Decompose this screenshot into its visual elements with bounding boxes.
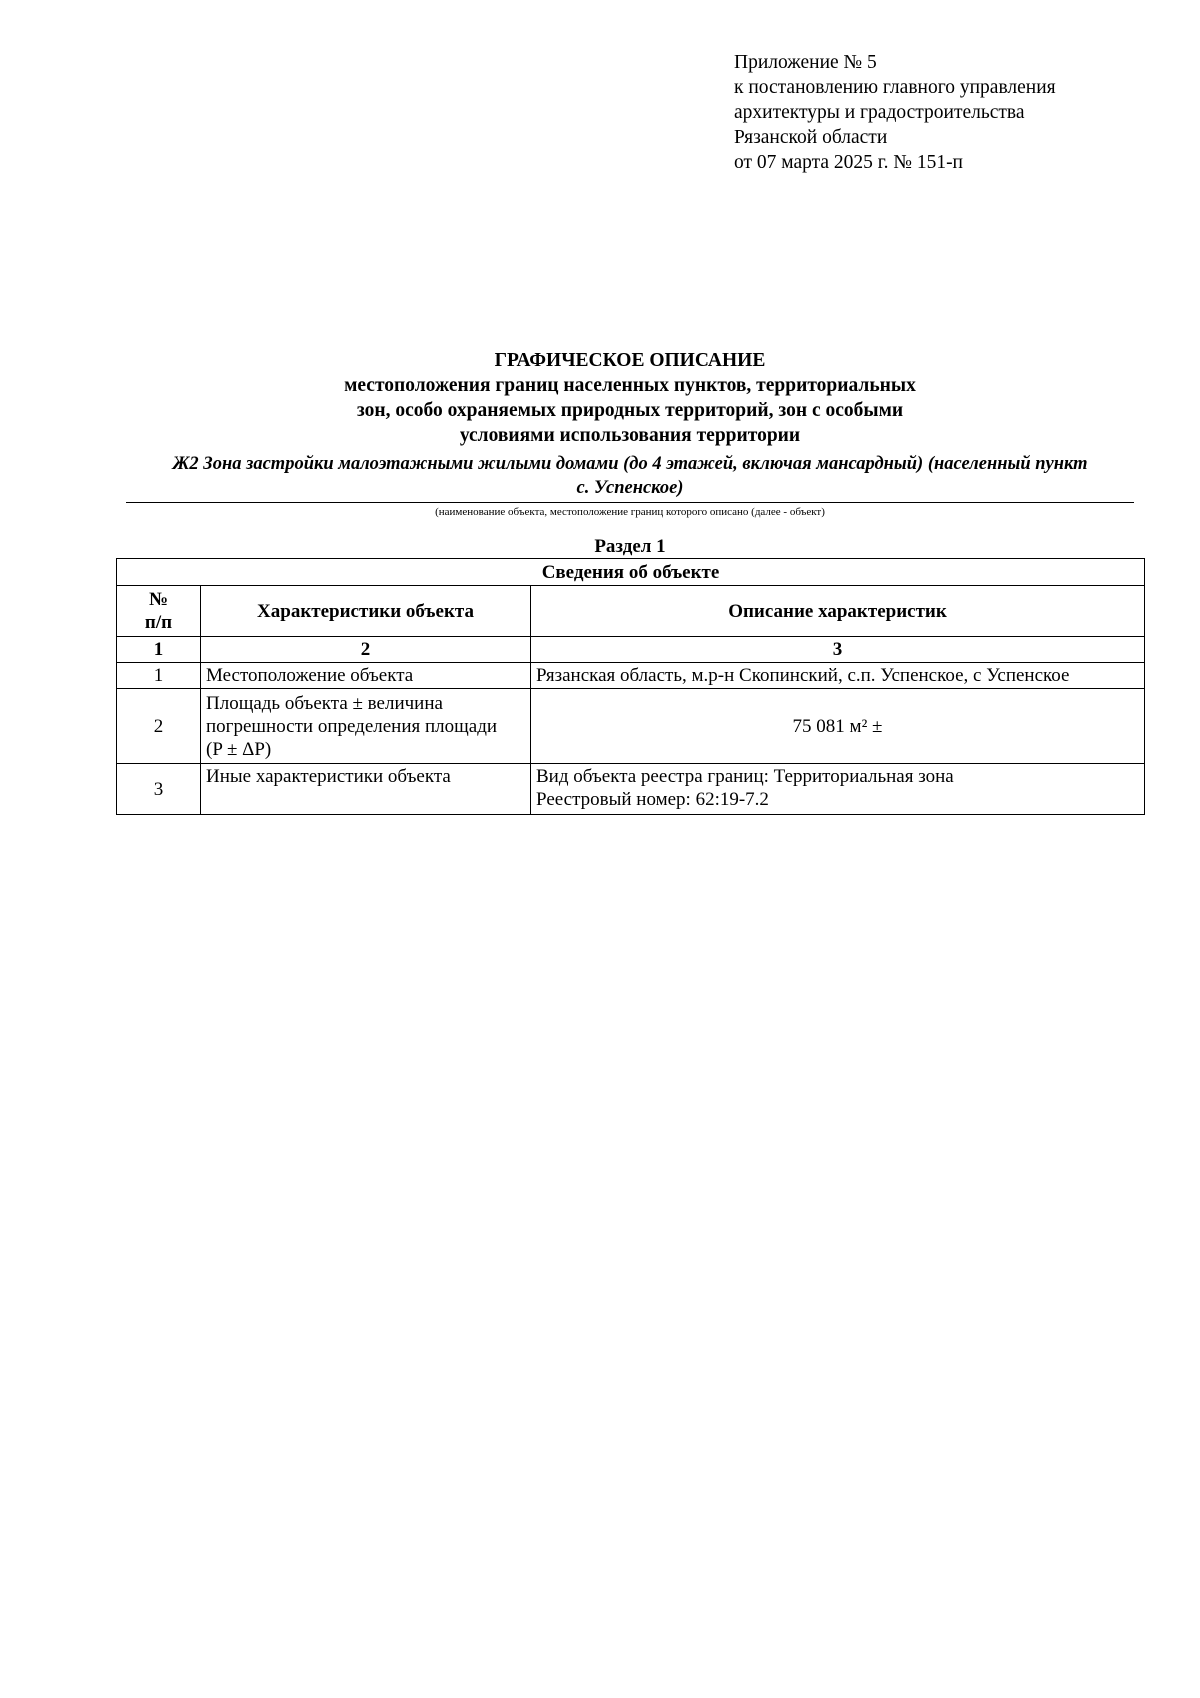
column-number-row — [117, 637, 1145, 663]
header-num — [117, 586, 201, 637]
column-number: 1 — [117, 637, 201, 663]
object-caption: (наименование объекта, местоположение границ которого описано (далее - объект) — [435, 506, 825, 518]
row-num: 1 — [117, 663, 201, 689]
object-name — [126, 452, 1134, 500]
title-heading: ГРАФИЧЕСКОЕ ОПИСАНИЕ — [494, 350, 766, 371]
row-characteristic-line: (P ± ΔP) — [206, 738, 272, 760]
table-row — [117, 663, 1145, 689]
object-info-table — [116, 558, 1145, 815]
row-characteristic: Местоположение объекта — [201, 663, 531, 689]
column-number: 3 — [531, 637, 1145, 663]
row-description-line: Реестровый номер: 62:19-7.2 — [536, 789, 769, 810]
title-line: условиями использования территории — [459, 425, 801, 446]
header-description: Описание характеристик — [531, 586, 1145, 637]
document-title — [120, 348, 1140, 448]
object-name-line: с. Успенское) — [576, 478, 684, 498]
header-characteristic: Характеристики объекта — [201, 586, 531, 637]
row-description-line: Вид объекта реестра границ: Территориальная зона — [536, 766, 954, 787]
appendix-line: архитектуры и градостроительства — [734, 102, 1025, 123]
appendix-line: Приложение № 5 — [734, 52, 877, 73]
appendix-line: к постановлению главного управления — [734, 77, 1056, 98]
appendix-line: Рязанской области — [734, 127, 888, 148]
row-characteristic: Иные характеристики объекта — [201, 764, 531, 815]
title-line: местоположения границ населенных пунктов, территориальных — [344, 375, 916, 396]
row-characteristic — [201, 689, 531, 764]
header-num-line1: № — [148, 589, 169, 610]
column-number: 2 — [201, 637, 531, 663]
row-characteristic-line: Площадь объекта ± величина — [206, 692, 443, 714]
row-num: 3 — [117, 764, 201, 815]
table-title: Сведения об объекте — [117, 559, 1145, 586]
row-description — [531, 764, 1145, 815]
object-name-line: Ж2 Зона застройки малоэтажными жилыми домами (до 4 этажей, включая мансардный) (населенный пункт — [172, 454, 1088, 474]
appendix-block — [734, 50, 1056, 175]
table-row — [117, 689, 1145, 764]
row-characteristic-line: погрешности определения площади — [206, 715, 498, 737]
title-line: зон, особо охраняемых природных территорий, зон с особыми — [356, 400, 904, 421]
row-description: Рязанская область, м.р-н Скопинский, с.п. Успенское, с Успенское — [531, 663, 1145, 689]
section-title: Раздел 1 — [594, 536, 666, 557]
row-num: 2 — [117, 689, 201, 764]
header-num-line2: п/п — [144, 612, 173, 633]
table-row — [117, 764, 1145, 815]
appendix-line: от 07 марта 2025 г. № 151-п — [734, 152, 963, 173]
row-description: 75 081 м² ± — [531, 689, 1145, 764]
object-name-underline — [126, 502, 1134, 503]
